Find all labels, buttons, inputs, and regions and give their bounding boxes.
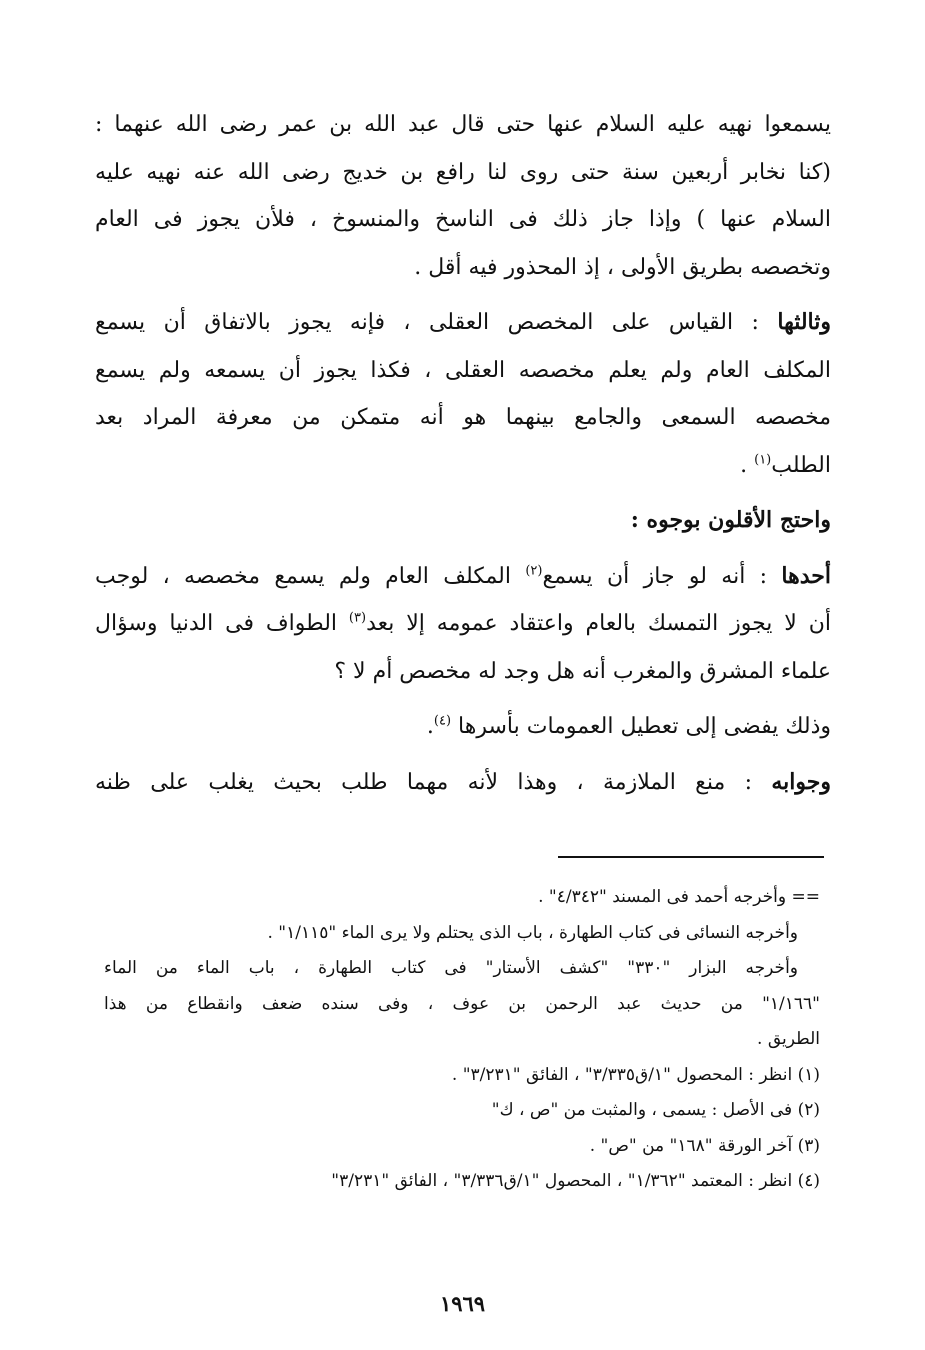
text-fragment: : القياس على المخصص العقلى ، فإنه يجوز بالاتفاق أن يسمع: [95, 310, 778, 335]
text-line: [95, 553, 831, 601]
footnote-continuation: الطريق .: [757, 1029, 820, 1049]
text-fragment: .: [740, 452, 755, 478]
text-fragment: الطواف فى الدنيا وسؤال: [95, 611, 349, 636]
paragraph-lead-word: وجوابه: [771, 768, 831, 795]
paragraph-2: [95, 299, 831, 489]
footnote-continuation: وأخرجه البزار "٣٣٠" "كشف الأستار" فى كتاب الطهارة ، باب الماء من الماء: [104, 958, 798, 978]
paragraph-5: [95, 759, 831, 807]
text-line: علماء المشرق والمغرب أنه هل وجد له مخصص أم لا ؟: [334, 658, 831, 684]
footnote-continuation: == وأخرجه أحمد فى المسند "٤/٣٤٢" .: [538, 887, 820, 907]
footnotes-section: [104, 880, 820, 1200]
text-fragment: الطلب: [771, 452, 831, 478]
footnote-marker: (٤): [433, 713, 452, 729]
footnote-marker: (١): [754, 452, 772, 468]
footnote-4: (٤) انظر : المعتمد "١/٣٦٢" ، المحصول "١/ق٣/٣٣٦" ، الفائق "٣/٢٣١": [331, 1171, 820, 1191]
text-line: [95, 600, 831, 648]
footnote-3: (٣) آخر الورقة "١٦٨" من "ص" .: [589, 1135, 820, 1156]
text-line: [95, 759, 831, 807]
footnote-1: (١) انظر : المحصول "١/ق٣/٣٣٥" ، الفائق "٣/٢٣١" .: [451, 1064, 820, 1085]
text-fragment: أن لا يجوز التمسك بالعام واعتقاد عمومه إلا بعد: [366, 611, 831, 636]
footnote-separator: [558, 856, 824, 858]
text-line: [95, 703, 831, 751]
text-line: (كنا نخابر أربعين سنة حتى روى لنا رافع بن خديج رضى الله عنه نهيه عليه: [95, 159, 831, 185]
paragraph-3: [95, 553, 831, 696]
text-fragment: المكلف العام ولم يسمع مخصصه ، لوجب: [95, 563, 526, 589]
text-line: [95, 299, 831, 347]
text-line: مخصصه السمعى والجامع بينهما هو أنه متمكن من معرفة المراد بعد: [95, 405, 831, 430]
paragraph-lead-word: أحدها: [781, 562, 831, 589]
paragraph-4: [95, 703, 831, 751]
text-line: وتخصصه بطريق الأولى ، إذ المحذور فيه أقل .: [414, 254, 831, 280]
paragraph-lead-word: وثالثها: [777, 309, 831, 335]
section-heading: واحتج الأقلون بوجوه :: [630, 507, 831, 533]
footnote-2: (٢) فى الأصل : يسمى ، والمثبت من "ص ، ك": [491, 1100, 820, 1120]
paragraph-1: [95, 101, 831, 291]
text-fragment: .: [426, 714, 434, 739]
page-number: ١٩٦٩: [439, 1291, 486, 1316]
footnote-marker: (٣): [348, 610, 367, 626]
text-fragment: : أنه لو جاز أن يسمع: [542, 563, 782, 589]
text-fragment: وذلك يفضى إلى تعطيل العمومات بأسرها: [451, 714, 831, 739]
footnote-continuation: "١/١٦٦" من حديث عبد الرحمن بن عوف ، وفى سنده ضعف وانقطاع من هذا: [104, 993, 820, 1014]
text-fragment: : منع الملازمة ، وهذا لأنه مهما طلب بحيث يغلب على ظنه: [95, 769, 772, 795]
text-line: السلام عنها ) وإذا جاز ذلك فى الناسخ والمنسوخ ، فلأن يجوز فى العام: [95, 207, 831, 232]
main-text-body: [95, 101, 831, 814]
footnote-continuation: وأخرجه النسائى فى كتاب الطهارة ، باب الذى يحتلم ولا يرى الماء "١/١١٥" .: [267, 922, 798, 943]
text-line: [95, 442, 831, 490]
text-line: يسمعوا نهيه عليه السلام عنها حتى قال عبد الله بن عمر رضى الله عنهما :: [95, 112, 831, 137]
footnote-marker: (٢): [525, 563, 543, 579]
text-line: المكلف العام ولم يعلم مخصصه العقلى ، فكذا يجوز أن يسمعه ولم يسمع: [95, 357, 831, 383]
